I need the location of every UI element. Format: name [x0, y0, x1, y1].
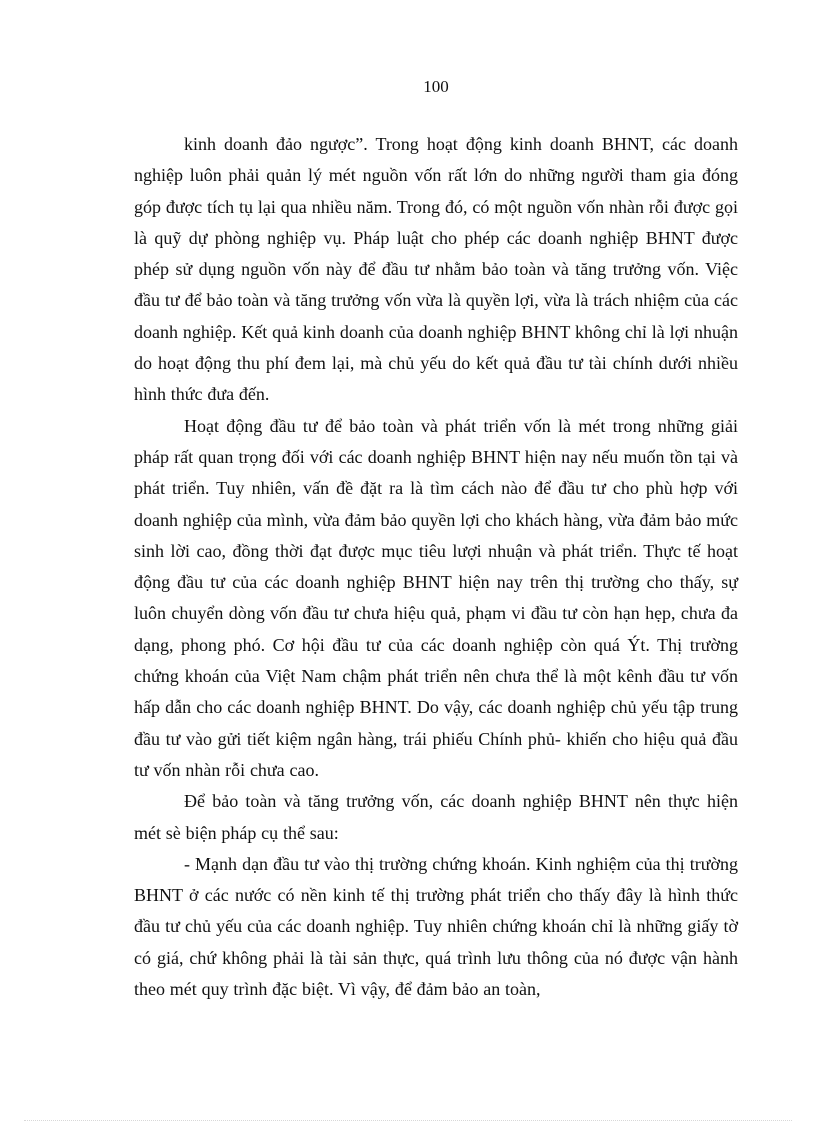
page-number: 100: [423, 77, 449, 96]
page-bottom-divider: [24, 1120, 792, 1121]
paragraph-2: Hoạt động đầu tư để bảo toàn và phát triển vốn là mét trong những giải pháp rất quan trọng đối với các doanh nghiệp BHNT hiện nay nếu muốn tồn tại và phát triển. Tuy nhiên, vấn đề đặt ra là tìm cách nào để đầu tư cho phù hợp với doanh nghiệp của mình, vừa đảm bảo quyền lợi cho khách hàng, vừa đảm bảo mức sinh lời cao, đồng thời đạt được mục tiêu lượi nhuận và phát triển. Thực tế hoạt động đầu tư của các doanh nghiệp BHNT hiện nay trên thị trường cho thấy, sự luôn chuyển dòng vốn đầu tư chưa hiệu quả, phạm vi đầu tư còn hạn hẹp, chưa đa dạng, phong phó. Cơ hội đầu tư của các doanh nghiệp còn quá Ýt. Thị trường chứng khoán của Việt Nam chậm phát triển nên chưa thể là một kênh đầu tư vốn hấp dẫn cho các doanh nghiệp BHNT. Do vậy, các doanh nghiệp chủ yếu tập trung đầu tư vào gửi tiết kiệm ngân hàng, trái phiếu Chính phủ- khiến cho hiệu quả đầu tư vốn nhàn rỗi chưa cao.: [134, 415, 738, 780]
body-text: [134, 129, 738, 1005]
paragraph-4: - Mạnh dạn đầu tư vào thị trường chứng khoán. Kinh nghiệm của thị trường BHNT ở các nước có nền kinh tế thị trường phát triển cho thấy đây là hình thức đầu tư chủ yếu của các doanh nghiệp. Tuy nhiên chứng khoán chỉ là những giấy tờ có giá, chứ không phải là tài sản thực, quá trình lưu thông của nó được vận hành theo mét quy trình đặc biệt. Vì vậy, để đảm bảo an toàn,: [134, 853, 738, 1000]
paragraph-3: Để bảo toàn và tăng trưởng vốn, các doanh nghiệp BHNT nên thực hiện mét sè biện pháp cụ thể sau:: [134, 791, 738, 843]
paragraph-1: kinh doanh đảo ngược”. Trong hoạt động kinh doanh BHNT, các doanh nghiệp luôn phải quản lý mét nguồn vốn rất lớn do những người tham gia đóng góp được tích tụ lại qua nhiều năm. Trong đó, có một nguồn vốn nhàn rỗi được gọi là quỹ dự phòng nghiệp vụ. Pháp luật cho phép các doanh nghiệp BHNT được phép sử dụng nguồn vốn này để đầu tư nhằm bảo toàn và tăng trưởng vốn. Việc đầu tư để bảo toàn và tăng trưởng vốn vừa là quyền lợi, vừa là trách nhiệm của các doanh nghiệp. Kết quả kinh doanh của doanh nghiệp BHNT không chỉ là lợi nhuận do hoạt động thu phí đem lại, mà chủ yếu do kết quả đầu tư tài chính dưới nhiều hình thức đưa đến.: [134, 134, 738, 405]
